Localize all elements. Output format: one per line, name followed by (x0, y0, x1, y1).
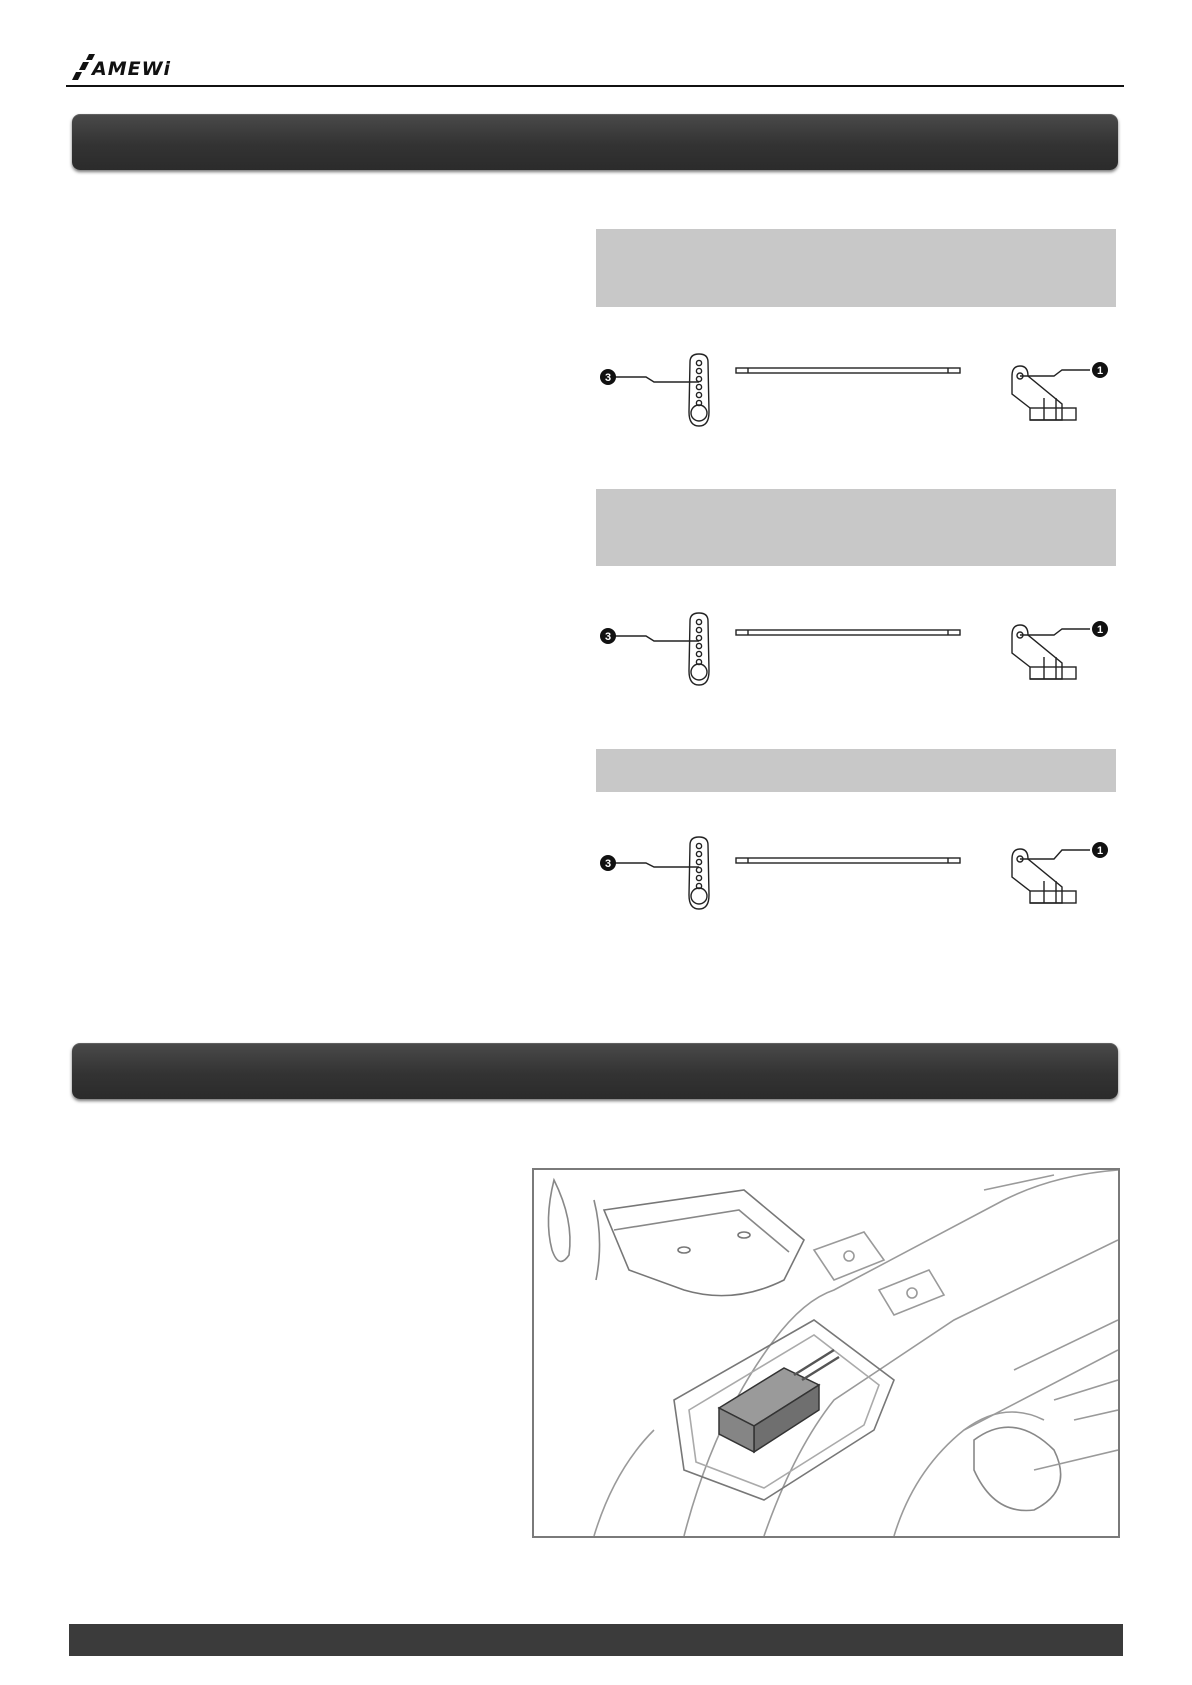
footer-bar (69, 1624, 1123, 1656)
battery-compartment-drawing (534, 1170, 1118, 1536)
linkage-diagram-3 (596, 829, 1116, 959)
section-header-linkage (72, 114, 1118, 170)
section-header-battery (72, 1043, 1118, 1099)
callout-servo: 3 (604, 372, 612, 384)
callout-horn: 1 (1096, 365, 1104, 377)
linkage-band-2 (596, 489, 1116, 566)
callout-horn: 1 (1096, 845, 1104, 857)
linkage-band-3 (596, 749, 1116, 792)
brand-logo-text: AMEWi (92, 58, 172, 80)
linkage-band-1 (596, 229, 1116, 307)
header-rule (66, 85, 1124, 87)
linkage-drawing (596, 346, 1116, 476)
battery-compartment-illustration (532, 1168, 1120, 1538)
linkage-diagram-2 (596, 605, 1116, 735)
linkage-drawing (596, 605, 1116, 735)
callout-servo: 3 (604, 858, 612, 870)
callout-servo: 3 (604, 631, 612, 643)
brand-logo (70, 52, 190, 84)
linkage-diagram-1 (596, 346, 1116, 476)
callout-horn: 1 (1096, 624, 1104, 636)
linkage-drawing (596, 829, 1116, 959)
